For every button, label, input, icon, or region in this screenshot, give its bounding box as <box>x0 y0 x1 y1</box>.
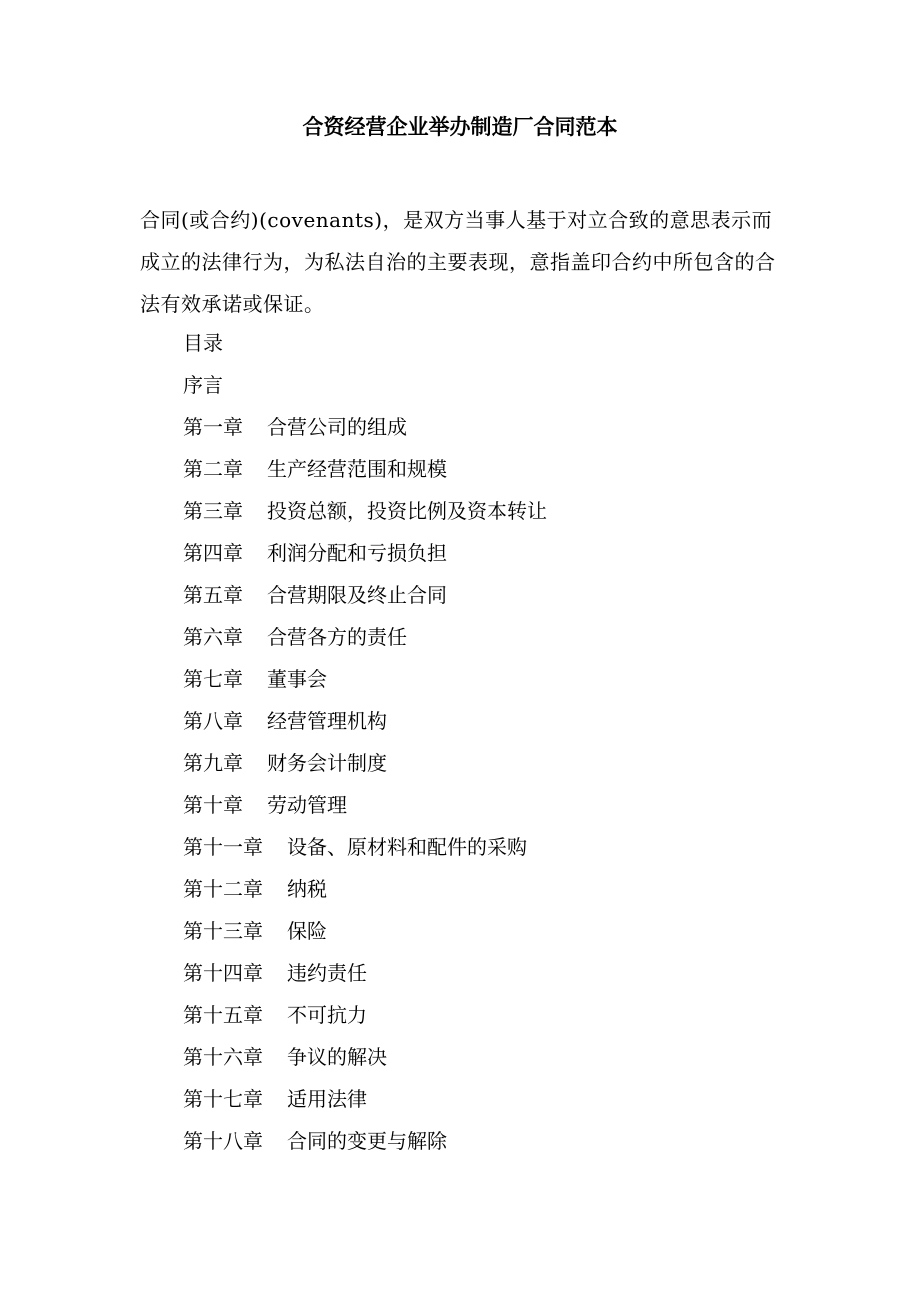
toc-chapter-3 <box>183 490 547 532</box>
toc-chapter-17 <box>183 1078 547 1120</box>
toc-chapter-12 <box>183 868 547 910</box>
chapter-number: 第十八章 <box>183 1129 263 1153</box>
chapter-number: 第十一章 <box>183 835 263 859</box>
chapter-number: 第十七章 <box>183 1087 263 1111</box>
chapter-number: 第五章 <box>183 583 243 607</box>
toc-chapter-13 <box>183 910 547 952</box>
toc-chapter-6 <box>183 616 547 658</box>
toc-chapter-14 <box>183 952 547 994</box>
chapter-title: 不可抗力 <box>287 1003 367 1027</box>
chapter-number: 第十五章 <box>183 1003 263 1027</box>
chapter-number: 第十六章 <box>183 1045 263 1069</box>
chapter-title: 劳动管理 <box>267 793 347 817</box>
toc-chapter-16 <box>183 1036 547 1078</box>
chapter-title: 合营公司的组成 <box>267 415 407 439</box>
toc-chapter-8 <box>183 700 547 742</box>
chapter-title: 设备、原材料和配件的采购 <box>287 835 527 859</box>
chapter-title: 董事会 <box>267 667 327 691</box>
toc-chapter-15 <box>183 994 547 1036</box>
chapter-title: 纳税 <box>287 877 327 901</box>
table-of-contents <box>183 322 547 1162</box>
chapter-title: 违约责任 <box>287 961 367 985</box>
toc-chapter-7 <box>183 658 547 700</box>
chapter-title: 经营管理机构 <box>267 709 387 733</box>
toc-chapter-11 <box>183 826 547 868</box>
chapter-number: 第一章 <box>183 415 243 439</box>
chapter-number: 第八章 <box>183 709 243 733</box>
chapter-title: 财务会计制度 <box>267 751 387 775</box>
toc-chapter-2 <box>183 448 547 490</box>
chapter-title: 生产经营范围和规模 <box>267 457 447 481</box>
toc-chapter-10 <box>183 784 547 826</box>
chapter-title: 保险 <box>287 919 327 943</box>
toc-chapter-9 <box>183 742 547 784</box>
chapter-title: 合营各方的责任 <box>267 625 407 649</box>
chapter-title: 投资总额，投资比例及资本转让 <box>267 499 547 523</box>
chapter-number: 第十四章 <box>183 961 263 985</box>
toc-chapter-18 <box>183 1120 547 1162</box>
toc-chapter-5 <box>183 574 547 616</box>
chapter-title: 合同的变更与解除 <box>287 1129 447 1153</box>
document-title: 合资经营企业举办制造厂合同范本 <box>302 114 618 139</box>
chapter-number: 第四章 <box>183 541 243 565</box>
toc-heading: 目录 <box>183 331 223 355</box>
chapter-number: 第三章 <box>183 499 243 523</box>
chapter-title: 适用法律 <box>287 1087 367 1111</box>
toc-chapter-4 <box>183 532 547 574</box>
chapter-title: 合营期限及终止合同 <box>267 583 447 607</box>
chapter-number: 第二章 <box>183 457 243 481</box>
chapter-number: 第六章 <box>183 625 243 649</box>
chapter-number: 第七章 <box>183 667 243 691</box>
chapter-number: 第十二章 <box>183 877 263 901</box>
toc-chapter-1 <box>183 406 547 448</box>
chapter-number: 第九章 <box>183 751 243 775</box>
chapter-number: 第十章 <box>183 793 243 817</box>
chapter-title: 利润分配和亏损负担 <box>267 541 447 565</box>
intro-paragraph: 合同(或合约)(covenants)，是双方当事人基于对立合致的意思表示而成立的法律行为，为私法自治的主要表现，意指盖印合约中所包含的合法有效承诺或保证。 <box>140 208 776 316</box>
chapter-title: 争议的解决 <box>287 1045 387 1069</box>
chapter-number: 第十三章 <box>183 919 263 943</box>
toc-preface: 序言 <box>183 373 223 397</box>
